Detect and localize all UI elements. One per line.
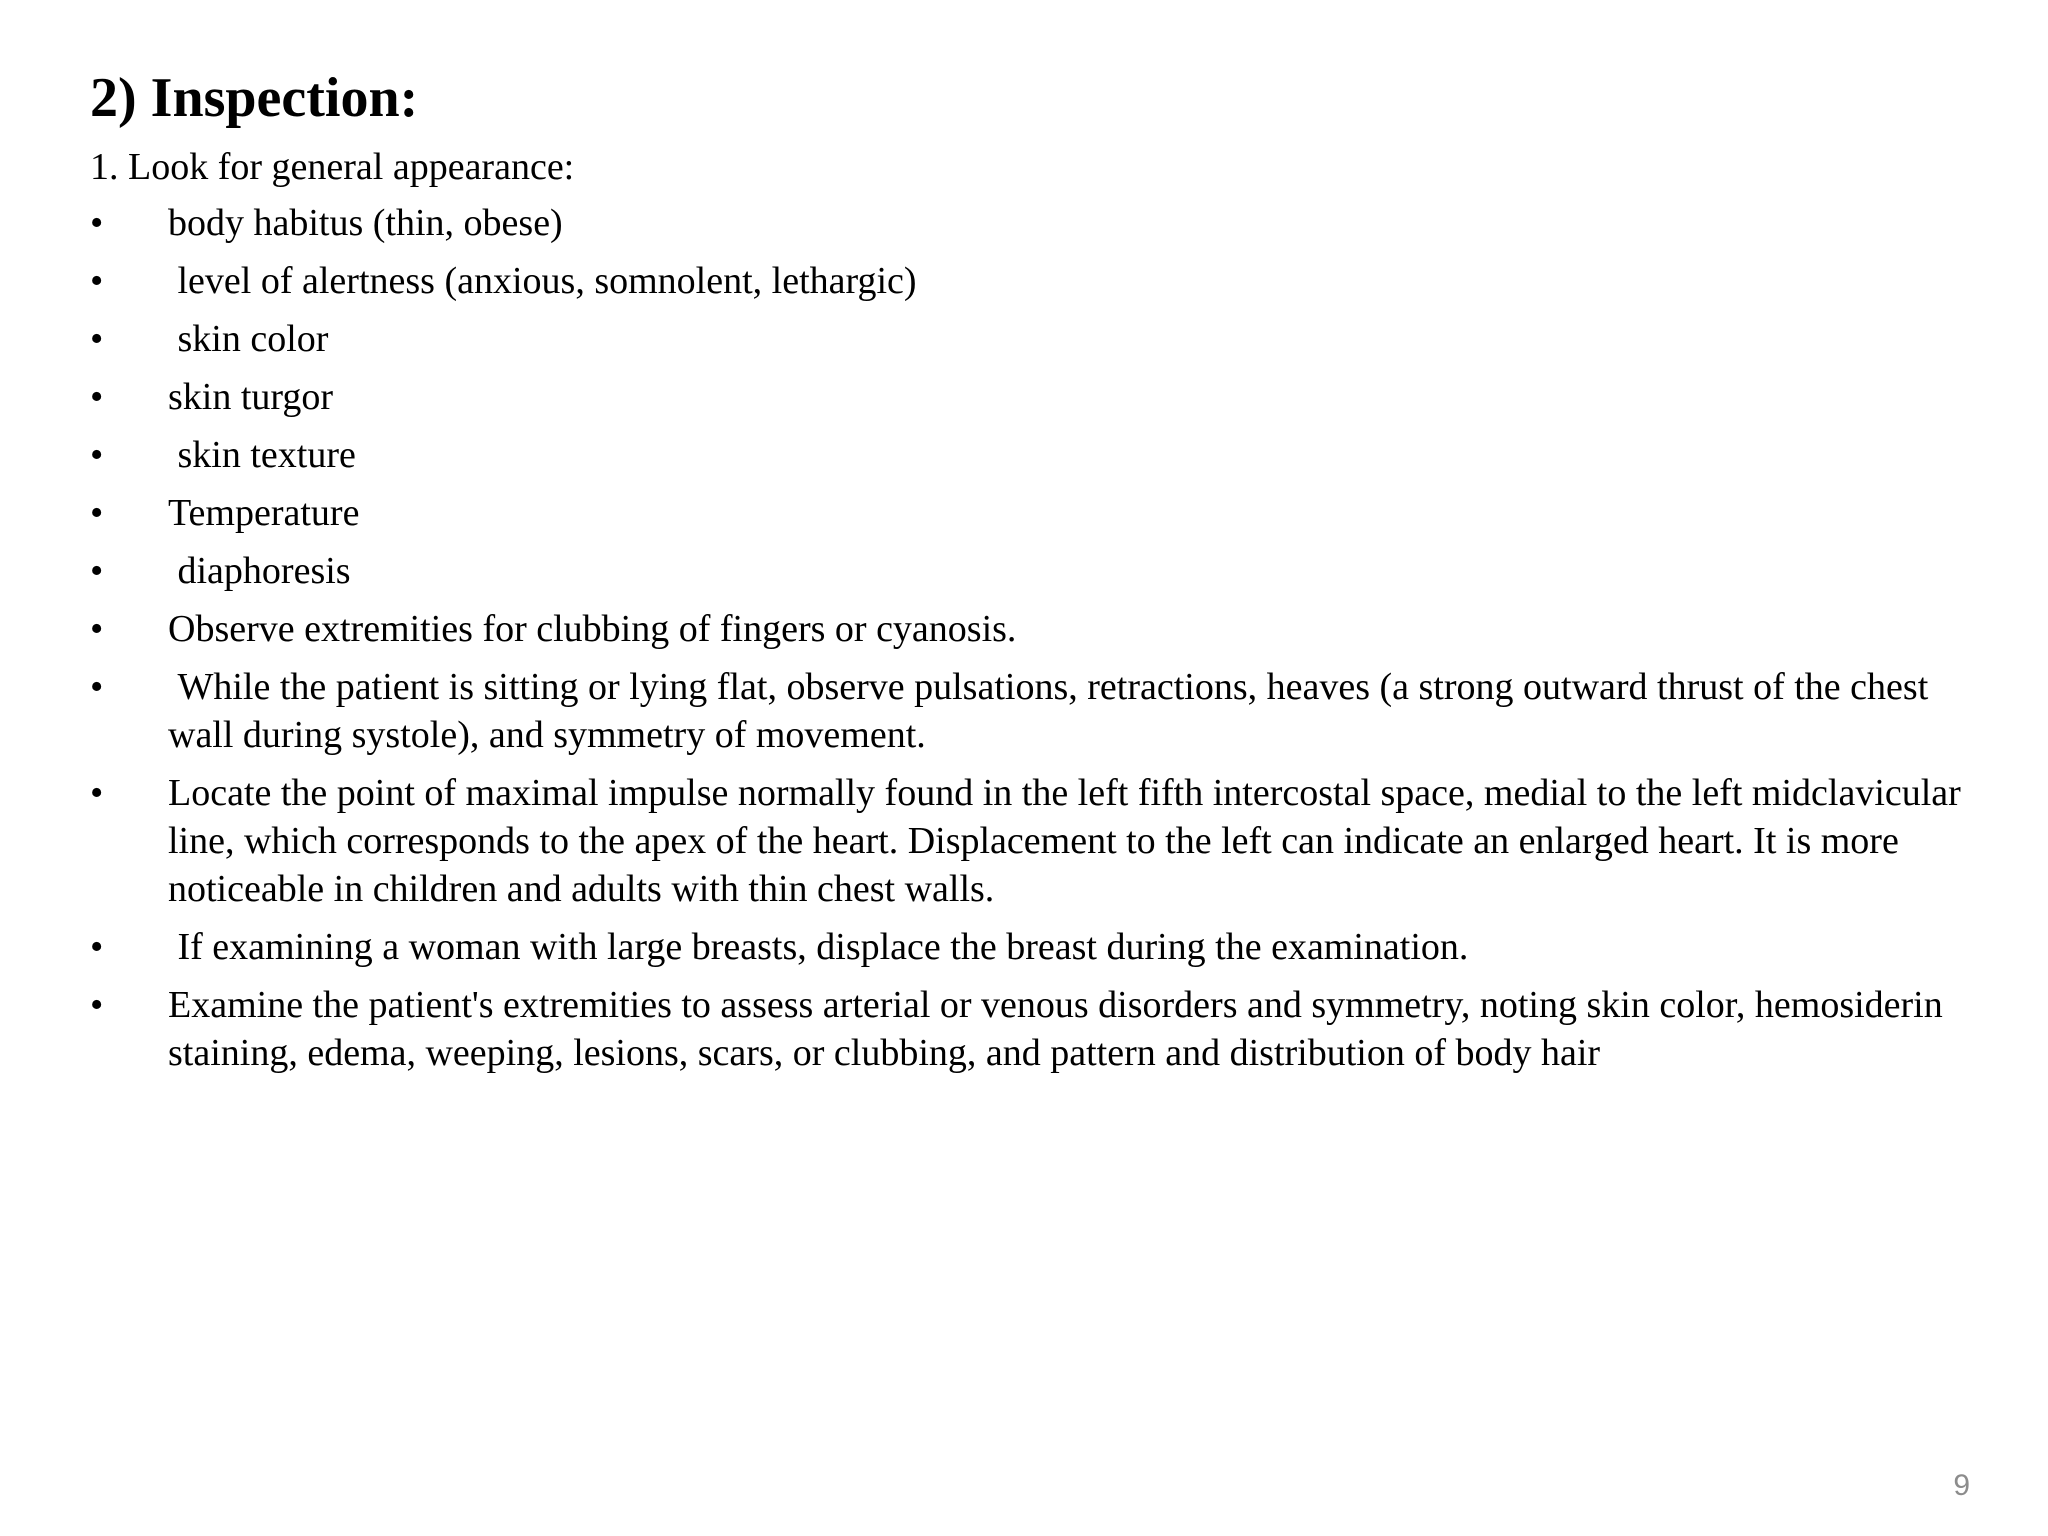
section-heading: 1. Look for general appearance: <box>90 146 575 188</box>
bullet-icon: • <box>90 926 104 968</box>
bullet-icon: • <box>90 260 104 302</box>
bullet-item <box>90 315 1990 363</box>
bullet-text: While the patient is sitting or lying flat, observe pulsations, retractions, heaves (a strong outward thrust of the chest wall during systole), and symmetry of movement. <box>168 666 1938 756</box>
bullet-item <box>90 257 1990 305</box>
bullet-item <box>90 199 1990 247</box>
bullet-icon: • <box>90 666 104 708</box>
bullet-item <box>90 489 1990 537</box>
slide-title: 2) Inspection: <box>90 67 419 129</box>
bullet-icon: • <box>90 202 104 244</box>
bullet-text: Observe extremities for clubbing of fingers or cyanosis. <box>168 608 1017 650</box>
bullet-icon: • <box>90 984 104 1026</box>
bullet-text: Locate the point of maximal impulse normally found in the left fifth intercostal space, medial to the left midclavicular line, which corresponds to the apex of the heart. Displacement to the left can indicate an enlarged heart. It is more noticeable in children and adults with thin chest walls. <box>168 772 1971 910</box>
bullet-text: body habitus (thin, obese) <box>168 202 563 244</box>
bullet-icon: • <box>90 492 104 534</box>
bullet-text: skin color <box>168 318 329 360</box>
bullet-item <box>90 663 1990 759</box>
bullet-text: level of alertness (anxious, somnolent, lethargic) <box>168 260 917 302</box>
bullet-item <box>90 769 1990 913</box>
bullet-icon: • <box>90 772 104 814</box>
bullet-item <box>90 547 1990 595</box>
page-number: 9 <box>1953 1469 1970 1502</box>
bullet-text: Temperature <box>168 492 360 534</box>
bullet-item <box>90 981 1990 1077</box>
bullet-text: skin texture <box>168 434 356 476</box>
bullet-icon: • <box>90 318 104 360</box>
bullet-icon: • <box>90 376 104 418</box>
bullet-text: diaphoresis <box>168 550 351 592</box>
bullet-item <box>90 605 1990 653</box>
bullet-item <box>90 431 1990 479</box>
bullet-icon: • <box>90 434 104 476</box>
bullet-list <box>90 199 1990 1087</box>
bullet-text: Examine the patient's extremities to assess arterial or venous disorders and symmetry, noting skin color, hemosiderin staining, edema, weeping, lesions, scars, or clubbing, and pattern and distribution of body hair <box>168 984 1953 1074</box>
bullet-icon: • <box>90 608 104 650</box>
bullet-item <box>90 373 1990 421</box>
bullet-text: If examining a woman with large breasts, displace the breast during the examination. <box>168 926 1469 968</box>
bullet-text: skin turgor <box>168 376 334 418</box>
bullet-icon: • <box>90 550 104 592</box>
bullet-item <box>90 923 1990 971</box>
